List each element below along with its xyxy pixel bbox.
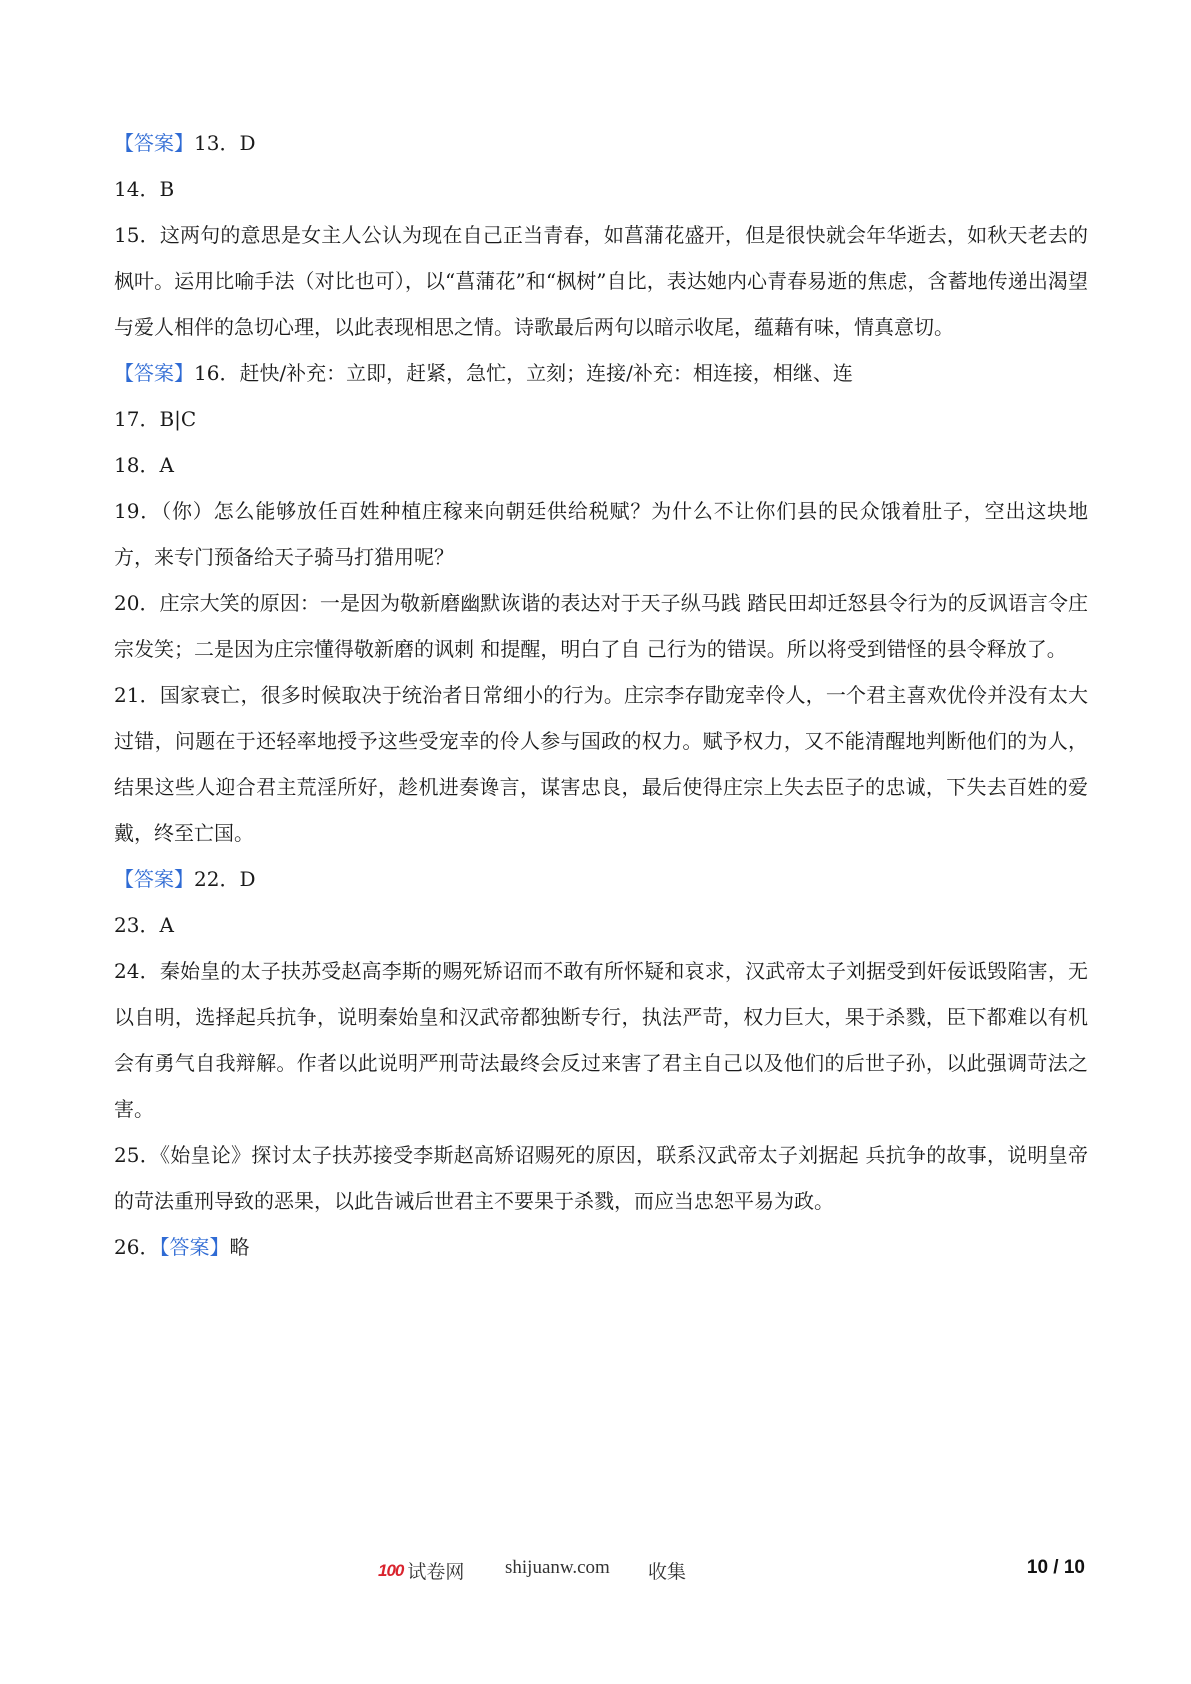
page-footer — [0, 1557, 1191, 1593]
page-number: 10 / 10 — [1026, 1557, 1085, 1578]
answer-line-20: 20．庄宗大笑的原因：一是因为敬新磨幽默诙谐的表达对于天子纵马践 踏民田却迁怒县令行为的反讽语言令庄宗发笑；二是因为庄宗懂得敬新磨的讽刺 和提醒，明白了自 己行为的错误。所以将受到错怪的县令释放了。 — [114, 591, 1088, 661]
answer-line-16 — [114, 350, 1088, 396]
answer-line-13 — [114, 120, 1088, 166]
answer-text: 略 — [229, 1235, 250, 1259]
answer-line-19: 19．（你）怎么能够放任百姓种植庄稼来向朝廷供给税赋？为什么不让你们县的民众饿着肚子，空出这块地方，来专门预备给天子骑马打猎用呢？ — [114, 499, 1088, 569]
answer-line-24: 24．秦始皇的太子扶苏受赵高李斯的赐死矫诏而不敢有所怀疑和哀求，汉武帝太子刘据受到奸佞诋毁陷害，无以自明，选择起兵抗争，说明秦始皇和汉武帝都独断专行，执法严苛，权力巨大，果于杀戮，臣下都难以有机会有勇气自我辩解。作者以此说明严刑苛法最终会反过来害了君主自己以及他们的后世子孙，以此强调苛法之害。 — [114, 959, 1088, 1121]
answer-line-23: 23．A — [114, 913, 174, 937]
answer-line-14: 14．B — [114, 177, 175, 201]
answer-line-18: 18．A — [114, 453, 174, 477]
answer-text: 22．D — [194, 867, 256, 891]
answer-text: 16．赶快/补充：立即，赶紧，急忙，立刻；连接/补充：相连接，相继、连 — [194, 361, 853, 385]
site-name: 试卷网 — [407, 1561, 465, 1583]
answer-line-26 — [114, 1224, 1088, 1270]
answer-tag: 【答案】 — [114, 361, 194, 385]
answer-content — [114, 120, 1088, 1270]
answer-tag: 【答案】 — [114, 131, 194, 155]
answer-tag: 【答案】 — [114, 867, 194, 891]
answer-line-25: 25．《始皇论》探讨太子扶苏接受李斯赵高矫诏赐死的原因，联系汉武帝太子刘据起 兵抗争的故事，说明皇帝的苛法重刑导致的恶果，以此告诫后世君主不要果于杀戮，而应当忠恕平易为政。 — [114, 1143, 1088, 1213]
answer-tag: 【答案】 — [159, 1235, 230, 1259]
site-domain: shijuanw.com — [505, 1557, 610, 1578]
answer-number: 26． — [114, 1235, 160, 1259]
footer-brand — [378, 1557, 464, 1584]
answer-text: 13．D — [194, 131, 256, 155]
collect-label: 收集 — [648, 1561, 687, 1583]
answer-line-17: 17．B|C — [114, 407, 197, 431]
answer-line-15: 15．这两句的意思是女主人公认为现在自己正当青春，如菖蒲花盛开，但是很快就会年华逝去，如秋天老去的枫叶。运用比喻手法（对比也可），以“菖蒲花”和“枫树”自比，表达她内心青春易逝的焦虑，含蓄地传递出渴望与爱人相伴的急切心理，以此表现相思之情。诗歌最后两句以暗示收尾，蕴藉有味，情真意切。 — [114, 223, 1088, 339]
answer-line-22 — [114, 856, 1088, 902]
site-logo: 100 — [378, 1560, 404, 1580]
answer-line-21: 21．国家衰亡，很多时候取决于统治者日常细小的行为。庄宗李存勖宠幸伶人，一个君主喜欢优伶并没有太大过错，问题在于还轻率地授予这些受宠幸的伶人参与国政的权力。赋予权力，又不能清醒地判断他们的为人，结果这些人迎合君主荒淫所好，趁机进奏谗言，谋害忠良，最后使得庄宗上失去臣子的忠诚，下失去百姓的爱戴，终至亡国。 — [114, 683, 1088, 845]
